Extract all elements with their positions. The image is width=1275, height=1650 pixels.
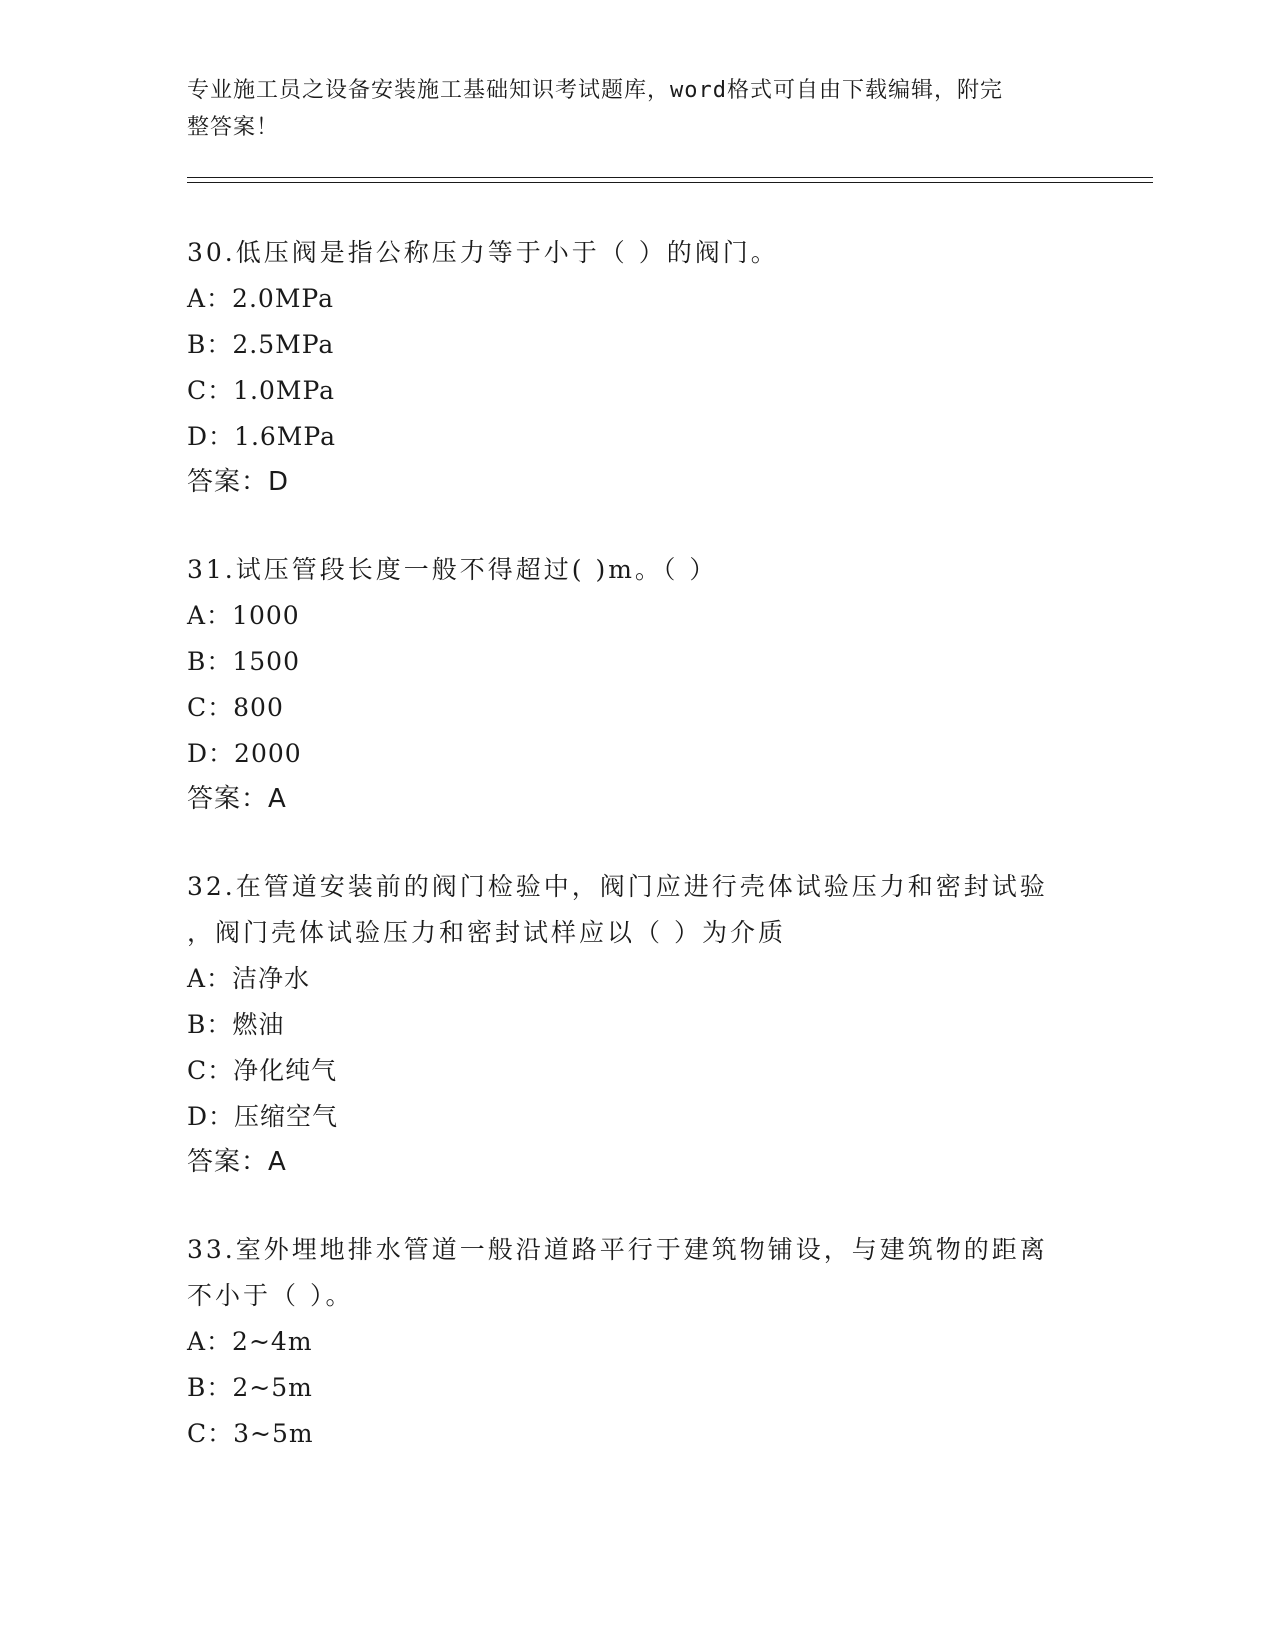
answer-option: C：1.0MPa bbox=[187, 376, 336, 405]
question-list bbox=[187, 230, 1087, 1500]
answer-option: B：2~5m bbox=[187, 1373, 313, 1402]
question-block bbox=[187, 864, 1087, 1184]
question-stem-line: 32.在管道安装前的阀门检验中，阀门应进行壳体试验压力和密封试验 bbox=[187, 872, 1048, 901]
answer-option: A：洁净水 bbox=[187, 964, 311, 993]
answer-option: B：2.5MPa bbox=[187, 330, 335, 359]
header-divider-top bbox=[187, 177, 1153, 178]
answer-option: A：2~4m bbox=[187, 1327, 313, 1356]
answer-option: B：燃油 bbox=[187, 1010, 285, 1039]
header-divider-bottom bbox=[187, 182, 1153, 183]
answer-option: D：压缩空气 bbox=[187, 1102, 339, 1131]
question-block bbox=[187, 230, 1087, 504]
question-block bbox=[187, 1227, 1087, 1457]
answer-option: B：1500 bbox=[187, 647, 300, 676]
header-line-2: 整答案！ bbox=[187, 115, 280, 140]
answer-option: C：净化纯气 bbox=[187, 1056, 338, 1085]
document-header bbox=[187, 72, 1067, 146]
answer-option: A：1000 bbox=[187, 601, 300, 630]
question-block bbox=[187, 547, 1087, 821]
question-stem-line: 30.低压阀是指公称压力等于小于（ ）的阀门。 bbox=[187, 238, 779, 267]
answer-option: D：1.6MPa bbox=[187, 422, 337, 451]
answer-key: 答案：A bbox=[187, 1147, 287, 1177]
answer-option: C：800 bbox=[187, 693, 284, 722]
answer-option: A：2.0MPa bbox=[187, 284, 335, 313]
question-stem-line: 不小于（ ）。 bbox=[187, 1281, 354, 1310]
question-stem-line: 33.室外埋地排水管道一般沿道路平行于建筑物铺设，与建筑物的距离 bbox=[187, 1235, 1048, 1264]
header-line-1: 专业施工员之设备安装施工基础知识考试题库，word格式可自由下载编辑，附完 bbox=[187, 78, 1003, 103]
answer-option: D：2000 bbox=[187, 739, 302, 768]
question-stem-line: ，阀门壳体试验压力和密封试样应以（ ）为介质 bbox=[187, 918, 786, 947]
answer-key: 答案：A bbox=[187, 784, 287, 814]
answer-key: 答案：D bbox=[187, 467, 290, 497]
question-stem-line: 31.试压管段长度一般不得超过( )m。（ ） bbox=[187, 555, 718, 584]
answer-option: C：3~5m bbox=[187, 1419, 314, 1448]
